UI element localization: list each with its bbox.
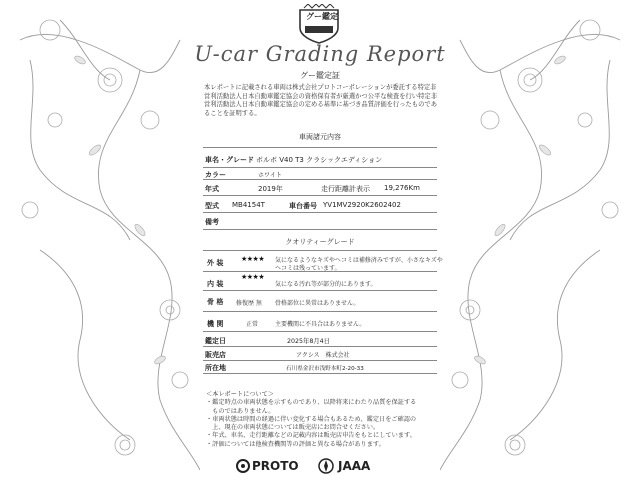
address-label: 所在地 (205, 364, 226, 372)
appraisal-date-label: 鑑定日 (205, 337, 226, 345)
car-name-label: 車名・グレード (205, 156, 254, 164)
rule (203, 311, 437, 312)
proto-logo-icon (236, 459, 250, 473)
frame-status: 修復歴 無 (236, 300, 262, 307)
rule (203, 167, 437, 168)
remarks-label: 備考 (205, 218, 219, 226)
year-label: 年式 (205, 185, 219, 193)
note-line: ・車両状態は時間の経過に伴い変化する場合もあるため、鑑定日をご確認の (206, 415, 417, 423)
address-value: 石川県金沢市浅野本町2-20-33 (286, 366, 364, 372)
jaaa-logo-icon (318, 458, 334, 474)
rule (203, 195, 437, 196)
rule (203, 373, 437, 374)
interior-comment: 気になる汚れ等が部分的にあります。 (275, 281, 377, 288)
exterior-label: 外 装 (207, 259, 224, 267)
appraisal-date-value: 2025年8月4日 (287, 338, 330, 345)
rule (203, 179, 437, 180)
rule (203, 229, 437, 230)
note-line: ・評価については他検査機関等の評価と異なる場合があります。 (206, 440, 385, 448)
exterior-stars: ★★★★ (241, 255, 265, 263)
note-line: ・年式、車名、走行距離などの記載内容は販売店申告をもとにしています。 (206, 432, 416, 440)
badge-label: グー鑑定 (306, 12, 338, 21)
rule (203, 360, 437, 361)
interior-label: 内 装 (207, 280, 224, 288)
report-notes (206, 391, 436, 449)
chassis-value: YV1MV2920K2602402 (323, 201, 401, 209)
engine-status: 正常 (246, 321, 259, 328)
interior-stars: ★★★★ (241, 273, 265, 281)
jaaa-logo-text: JAAA (338, 459, 371, 473)
mileage-label: 走行距離計表示 (321, 185, 370, 193)
frame-label: 骨 格 (207, 298, 224, 306)
intro-paragraph: 本レポートに記載される車両は株式会社プロトコーポレーションが委託する特定非営利活動法人日本自動車鑑定協会の資格保有者が厳選かつ公平な検査を行い特定非営利活動法人日本自動車鑑定協会の定める基準に基づき品質評価を行ったものであることを証明する。 (204, 84, 437, 117)
notes-heading: ＜本レポートについて＞ (206, 391, 274, 398)
dealer-label: 販売店 (205, 351, 226, 359)
model-label: 型式 (205, 202, 219, 210)
frame-comment: 骨格部位に異常はありません。 (275, 300, 360, 307)
rule (203, 290, 437, 291)
year-value: 2019年 (258, 185, 283, 193)
rule (203, 147, 437, 148)
exterior-comment-line2: ヘコミは残っています。 (275, 265, 341, 272)
certificate-subtitle: グー鑑定証 (300, 71, 340, 80)
report-title: U-car Grading Report (194, 42, 446, 66)
rule (203, 331, 437, 332)
chassis-label: 車台番号 (289, 202, 317, 210)
proto-logo-text: PROTO (252, 459, 299, 473)
rule (203, 250, 437, 251)
car-name-value: ボルボ V40 T3 クラシックエディション (256, 156, 383, 164)
exterior-comment-line1: 気になるようなキズやヘコミは補修済みですが、小さなキズや (275, 257, 443, 264)
model-value: MB4154T (232, 201, 265, 209)
dealer-value: アクシス 株式会社 (296, 352, 350, 359)
engine-comment: 主要機関に不具合はありません。 (275, 321, 366, 328)
note-line: ・鑑定時点の車両状態を示すものであり、以降将来にわたり品質を保証する (206, 399, 417, 407)
engine-label: 機 関 (207, 320, 224, 328)
mileage-value: 19,276Km (384, 184, 420, 192)
quality-section-header: クオリティーグレード (285, 238, 355, 246)
note-line: ものではありません。 (206, 407, 275, 415)
rule (203, 346, 437, 347)
color-label: カラー (205, 171, 226, 179)
vehicle-section-header: 車両諸元内容 (299, 133, 341, 141)
rule (203, 212, 437, 213)
rule (203, 271, 437, 272)
goo-appraisal-badge-icon (296, 4, 342, 44)
color-value: ホワイト (258, 172, 282, 179)
note-line: 上、現在の車両状態については販売店にお問合せください。 (206, 424, 380, 432)
